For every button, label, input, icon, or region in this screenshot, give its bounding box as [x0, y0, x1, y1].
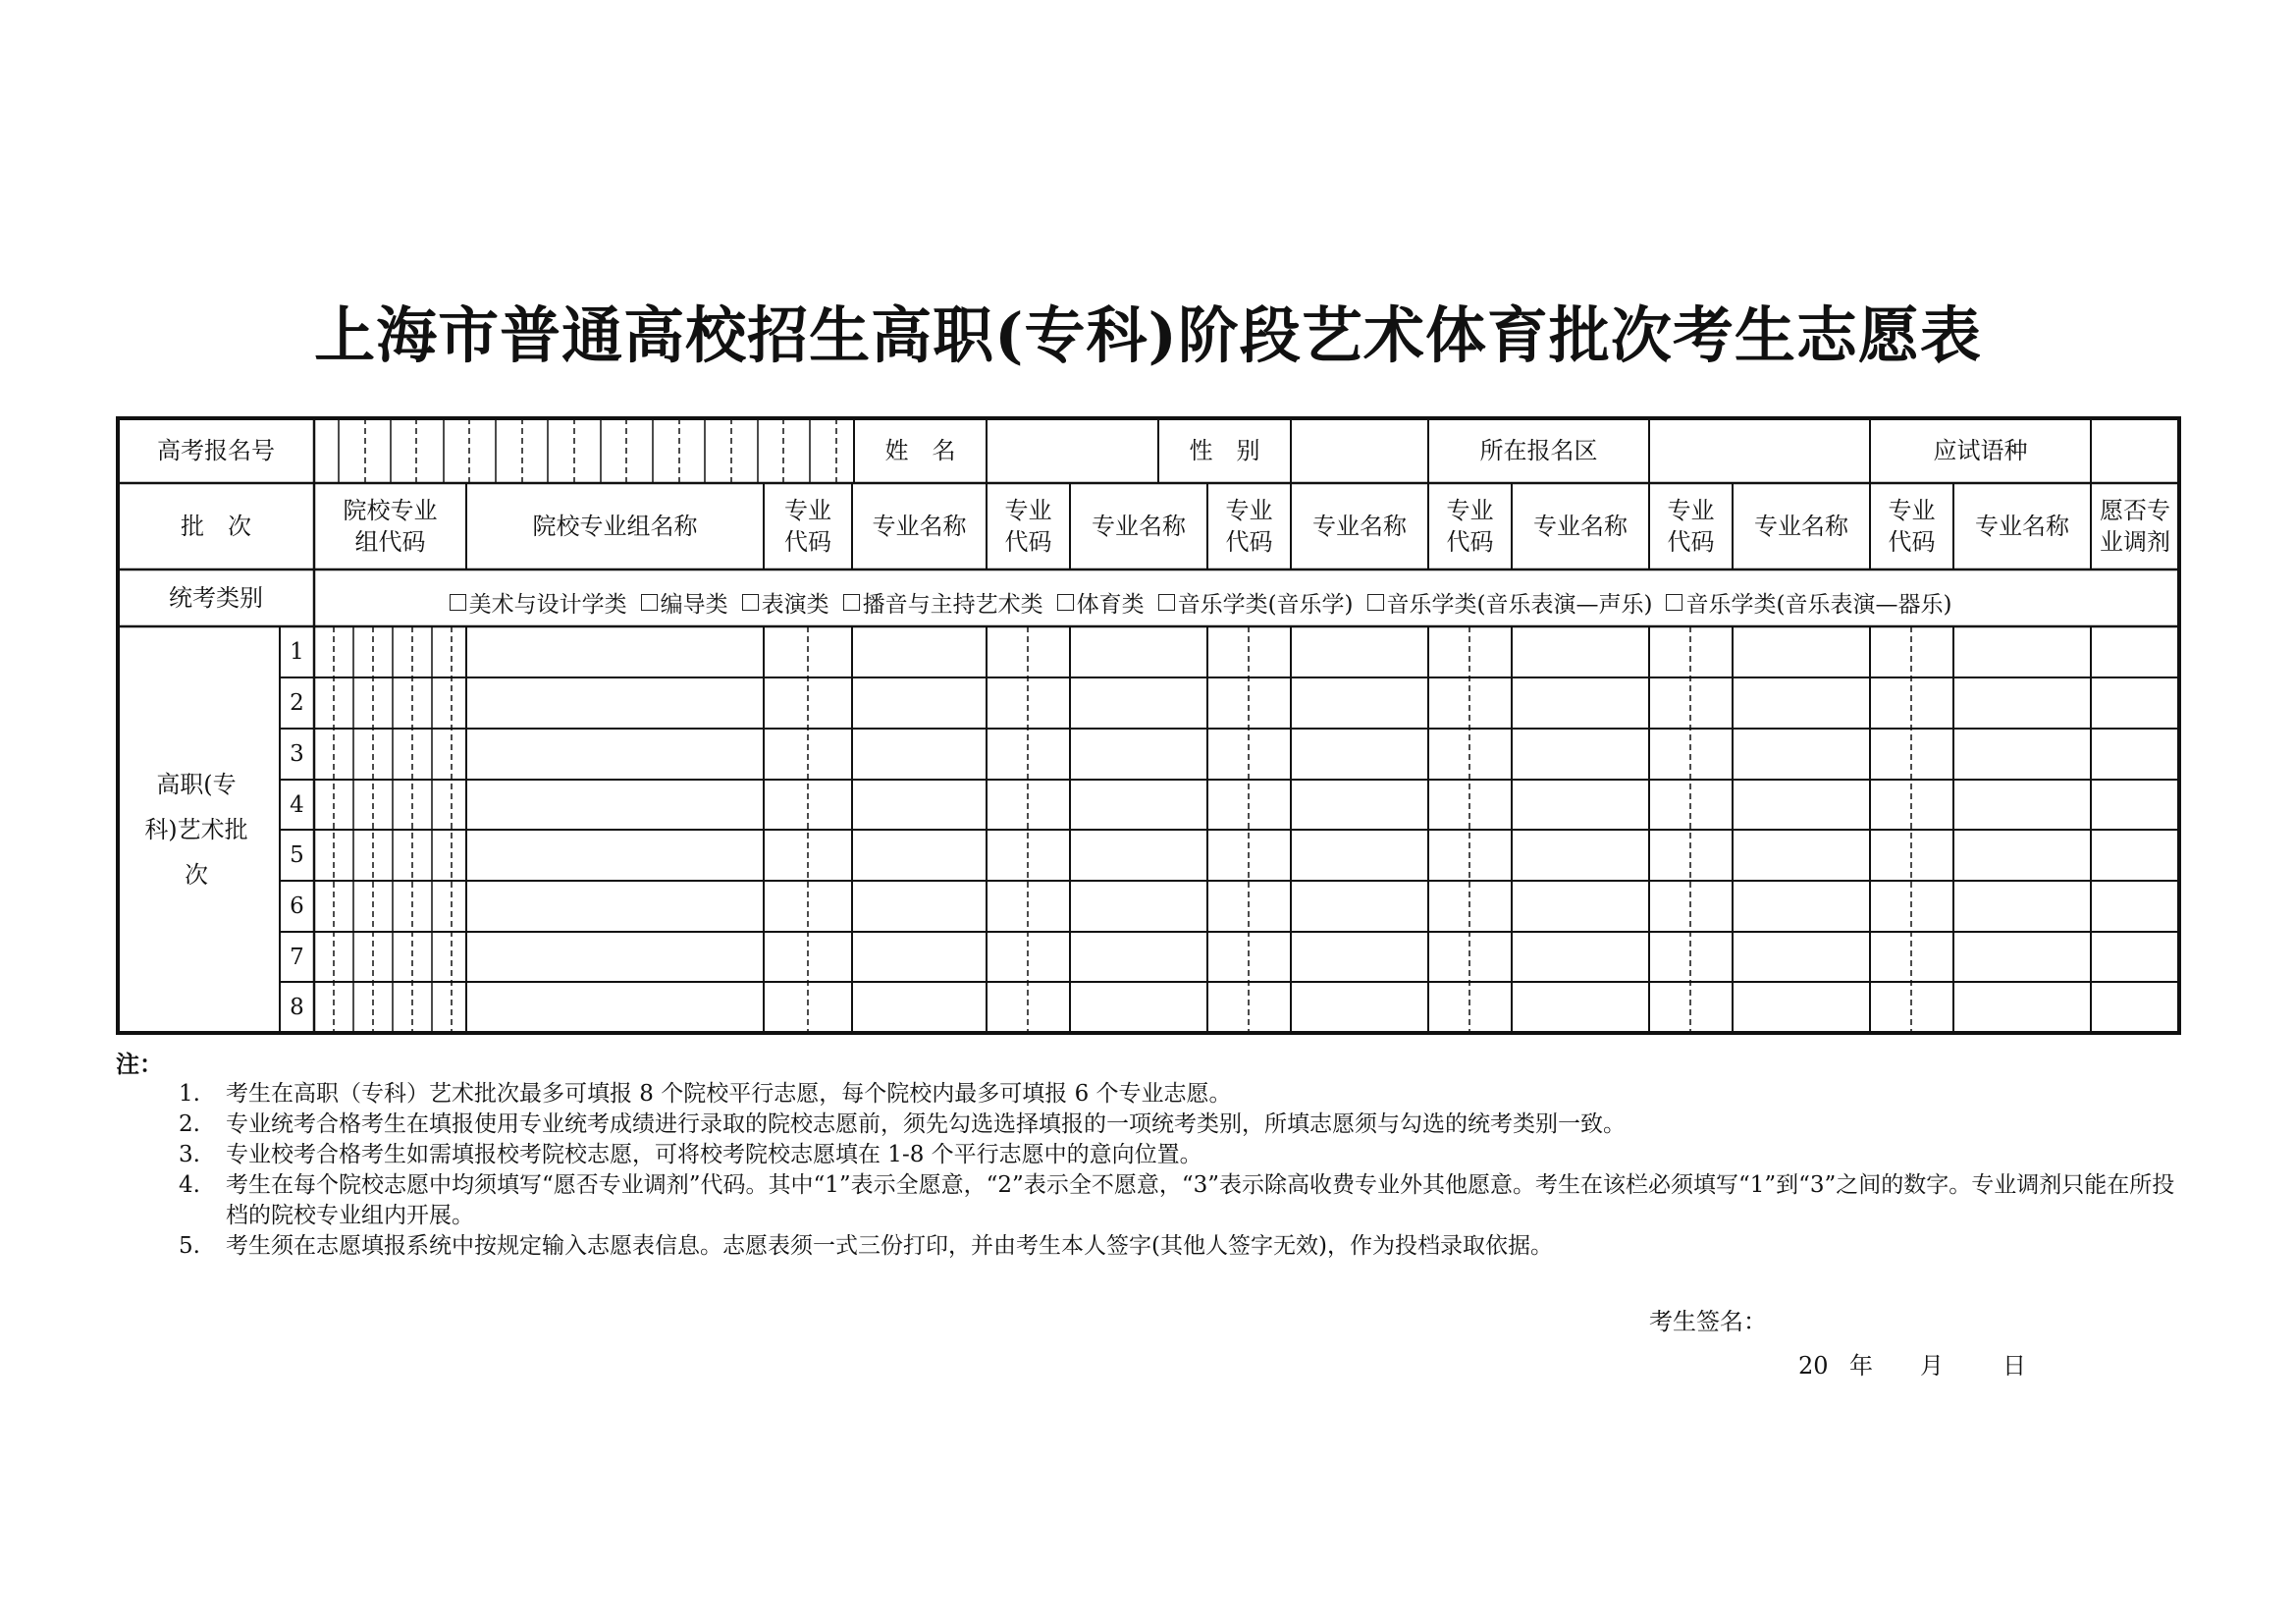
adjust-header: 愿否专业调剂	[2100, 497, 2170, 556]
checkbox-icon[interactable]	[641, 594, 658, 611]
major-name-header: 专业名称	[1754, 513, 1848, 540]
major-code-header: 专业代码	[1446, 497, 1494, 556]
category-option[interactable]: 播音与主持艺术类	[843, 586, 1043, 619]
page-title: 上海市普通高校招生高职(专科)阶段艺术体育批次考生志愿表	[314, 299, 1982, 371]
major-code-header: 专业代码	[1888, 497, 1936, 556]
category-option[interactable]: 编导类	[641, 586, 728, 619]
checkbox-icon[interactable]	[1666, 594, 1682, 611]
batch-block-label: 高职(专科)艺术批次	[144, 771, 248, 889]
date-month: 月	[1920, 1352, 1944, 1380]
note-item: 5. 考生须在志愿填报系统中按规定输入志愿表信息。志愿表须一式三份打印，并由考生本人签字(其他人签字无效)，作为投档录取依据。	[179, 1233, 1553, 1259]
row-number: 5	[290, 842, 304, 868]
group-code-header: 院校专业组代码	[343, 497, 438, 556]
date-year-prefix: 20	[1798, 1352, 1829, 1380]
note-item: 3. 专业校考合格考生如需填报校考院校志愿，可将校考院校志愿填在 1-8 个平行志愿中的意向位置。	[179, 1142, 1202, 1167]
group-name-header: 院校专业组名称	[532, 513, 698, 540]
note-item: 2. 专业统考合格考生在填报使用专业统考成绩进行录取的院校志愿前，须先勾选选择填报的一项统考类别，所填志愿须与勾选的统考类别一致。	[179, 1111, 1626, 1137]
category-option[interactable]: 音乐学类(音乐学)	[1158, 586, 1354, 619]
major-code-header: 专业代码	[1225, 497, 1273, 556]
gender-label: 性 别	[1189, 437, 1260, 464]
language-label: 应试语种	[1933, 437, 2028, 464]
checkbox-icon[interactable]	[1158, 594, 1175, 611]
name-label: 姓 名	[884, 437, 956, 464]
row-number: 1	[290, 639, 304, 665]
date-day: 日	[2002, 1352, 2026, 1380]
checkbox-icon[interactable]	[1057, 594, 1074, 611]
batch-label: 批 次	[181, 513, 251, 540]
category-option[interactable]: 体育类	[1057, 586, 1145, 619]
row-number: 7	[290, 944, 304, 970]
major-name-header: 专业名称	[872, 513, 967, 540]
category-label: 统考类别	[169, 584, 263, 612]
major-code-header: 专业代码	[784, 497, 831, 556]
date-year: 年	[1849, 1352, 1873, 1380]
category-option[interactable]: 表演类	[742, 586, 829, 619]
checkbox-icon[interactable]	[742, 594, 759, 611]
category-options	[314, 577, 2101, 626]
checkbox-icon[interactable]	[450, 594, 466, 611]
checkbox-icon[interactable]	[843, 594, 860, 611]
major-name-header: 专业名称	[1092, 513, 1186, 540]
row-number: 4	[290, 791, 304, 818]
signature-date	[1798, 1346, 2026, 1380]
row-number: 8	[290, 995, 304, 1020]
category-option[interactable]: 美术与设计学类	[450, 586, 627, 619]
notes-section	[116, 1049, 2197, 1262]
category-option[interactable]: 音乐学类(音乐表演—声乐)	[1367, 586, 1653, 619]
note-item: 1. 考生在高职（专科）艺术批次最多可填报 8 个院校平行志愿，每个院校内最多可填报 6 个专业志愿。	[179, 1081, 1232, 1107]
note-item: 4. 考生在每个院校志愿中均须填写“愿否专业调剂”代码。其中“1”表示全愿意，“2”表示全不愿意，“3”表示除高收费专业外其他愿意。考生在该栏必须填写“1”到“3”之间的数字。专业调剂只能在所投档的院校专业组内开展。	[179, 1172, 2175, 1228]
row-number: 6	[290, 893, 304, 919]
major-name-header: 专业名称	[1312, 513, 1407, 540]
major-name-header: 专业名称	[1533, 513, 1628, 540]
row-number: 2	[290, 690, 304, 716]
major-name-header: 专业名称	[1975, 513, 2069, 540]
major-code-header: 专业代码	[1004, 497, 1052, 556]
district-label: 所在报名区	[1479, 437, 1598, 464]
notes-heading: 注：	[116, 1050, 163, 1078]
checkbox-icon[interactable]	[1367, 594, 1384, 611]
row-number: 3	[290, 741, 304, 767]
exam-id-label: 高考报名号	[157, 437, 275, 464]
major-code-header: 专业代码	[1667, 497, 1715, 556]
category-option[interactable]: 音乐学类(音乐表演—器乐)	[1666, 586, 1951, 619]
signature-label: 考生签名：	[1649, 1308, 1767, 1335]
